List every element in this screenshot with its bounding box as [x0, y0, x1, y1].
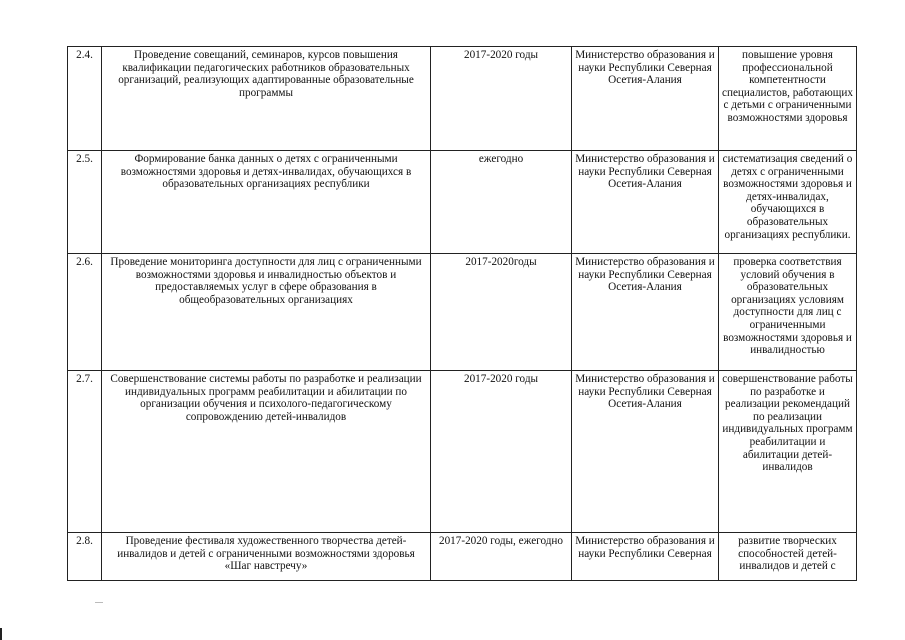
activity-cell: Проведение фестиваля художественного творчества детей-инвалидов и детей с ограниченными возможностями здоровья «Шаг навстречу»: [102, 533, 431, 581]
activities-table: [67, 46, 857, 581]
activity-cell: Формирование банка данных о детях с ограниченными возможностями здоровья и детях-инвалидах, обучающихся в образовательных организациях республики: [102, 151, 431, 254]
result-cell: повышение уровня профессиональной компетентности специалистов, работающих с детьми с ограниченными возможностями здоровья: [719, 47, 857, 151]
row-number: 2.5.: [68, 151, 102, 254]
responsible-cell: Министерство образования и науки Республики Северная Осетия-Алания: [572, 47, 719, 151]
table-row: [68, 151, 857, 254]
row-number: 2.8.: [68, 533, 102, 581]
period-cell: 2017-2020годы: [431, 254, 572, 371]
table-row: [68, 533, 857, 581]
result-cell: систематизация сведений о детях с ограниченными возможностями здоровья и детях-инвалидах, обучающихся в образовательных организациях республики.: [719, 151, 857, 254]
responsible-cell: Министерство образования и науки Республики Северная Осетия-Алания: [572, 151, 719, 254]
table-row: [68, 47, 857, 151]
result-cell: проверка соответствия условий обучения в образовательных организациях условиям доступности для лиц с ограниченными возможностями здоровья и инвалидностью: [719, 254, 857, 371]
period-cell: 2017-2020 годы, ежегодно: [431, 533, 572, 581]
activity-cell: Проведение совещаний, семинаров, курсов повышения квалификации педагогических работников образовательных организаций, реализующих адаптированные образовательные программы: [102, 47, 431, 151]
activity-cell: Проведение мониторинга доступности для лиц с ограниченными возможностями здоровья и инвалидностью объектов и предоставляемых услуг в сфере образования в общеобразовательных организациях: [102, 254, 431, 371]
row-number: 2.4.: [68, 47, 102, 151]
period-cell: ежегодно: [431, 151, 572, 254]
table-row: [68, 254, 857, 371]
row-number: 2.6.: [68, 254, 102, 371]
result-cell: совершенствование работы по разработке и реализации рекомендаций по реализации индивидуальных программ реабилитации и абилитации детей-инвалидов: [719, 371, 857, 533]
period-cell: 2017-2020 годы: [431, 47, 572, 151]
result-cell: развитие творческих способностей детей-инвалидов и детей с: [719, 533, 857, 581]
scan-artifact: [95, 602, 103, 603]
margin-mark: [0, 628, 2, 640]
period-cell: 2017-2020 годы: [431, 371, 572, 533]
table-row: [68, 371, 857, 533]
responsible-cell: Министерство образования и науки Республики Северная Осетия-Алания: [572, 254, 719, 371]
responsible-cell: Министерство образования и науки Республики Северная: [572, 533, 719, 581]
responsible-cell: Министерство образования и науки Республики Северная Осетия-Алания: [572, 371, 719, 533]
activity-cell: Совершенствование системы работы по разработке и реализации индивидуальных программ реабилитации и абилитации по организации обучения и психолого-педагогическому сопровождению детей-инвалидов: [102, 371, 431, 533]
row-number: 2.7.: [68, 371, 102, 533]
